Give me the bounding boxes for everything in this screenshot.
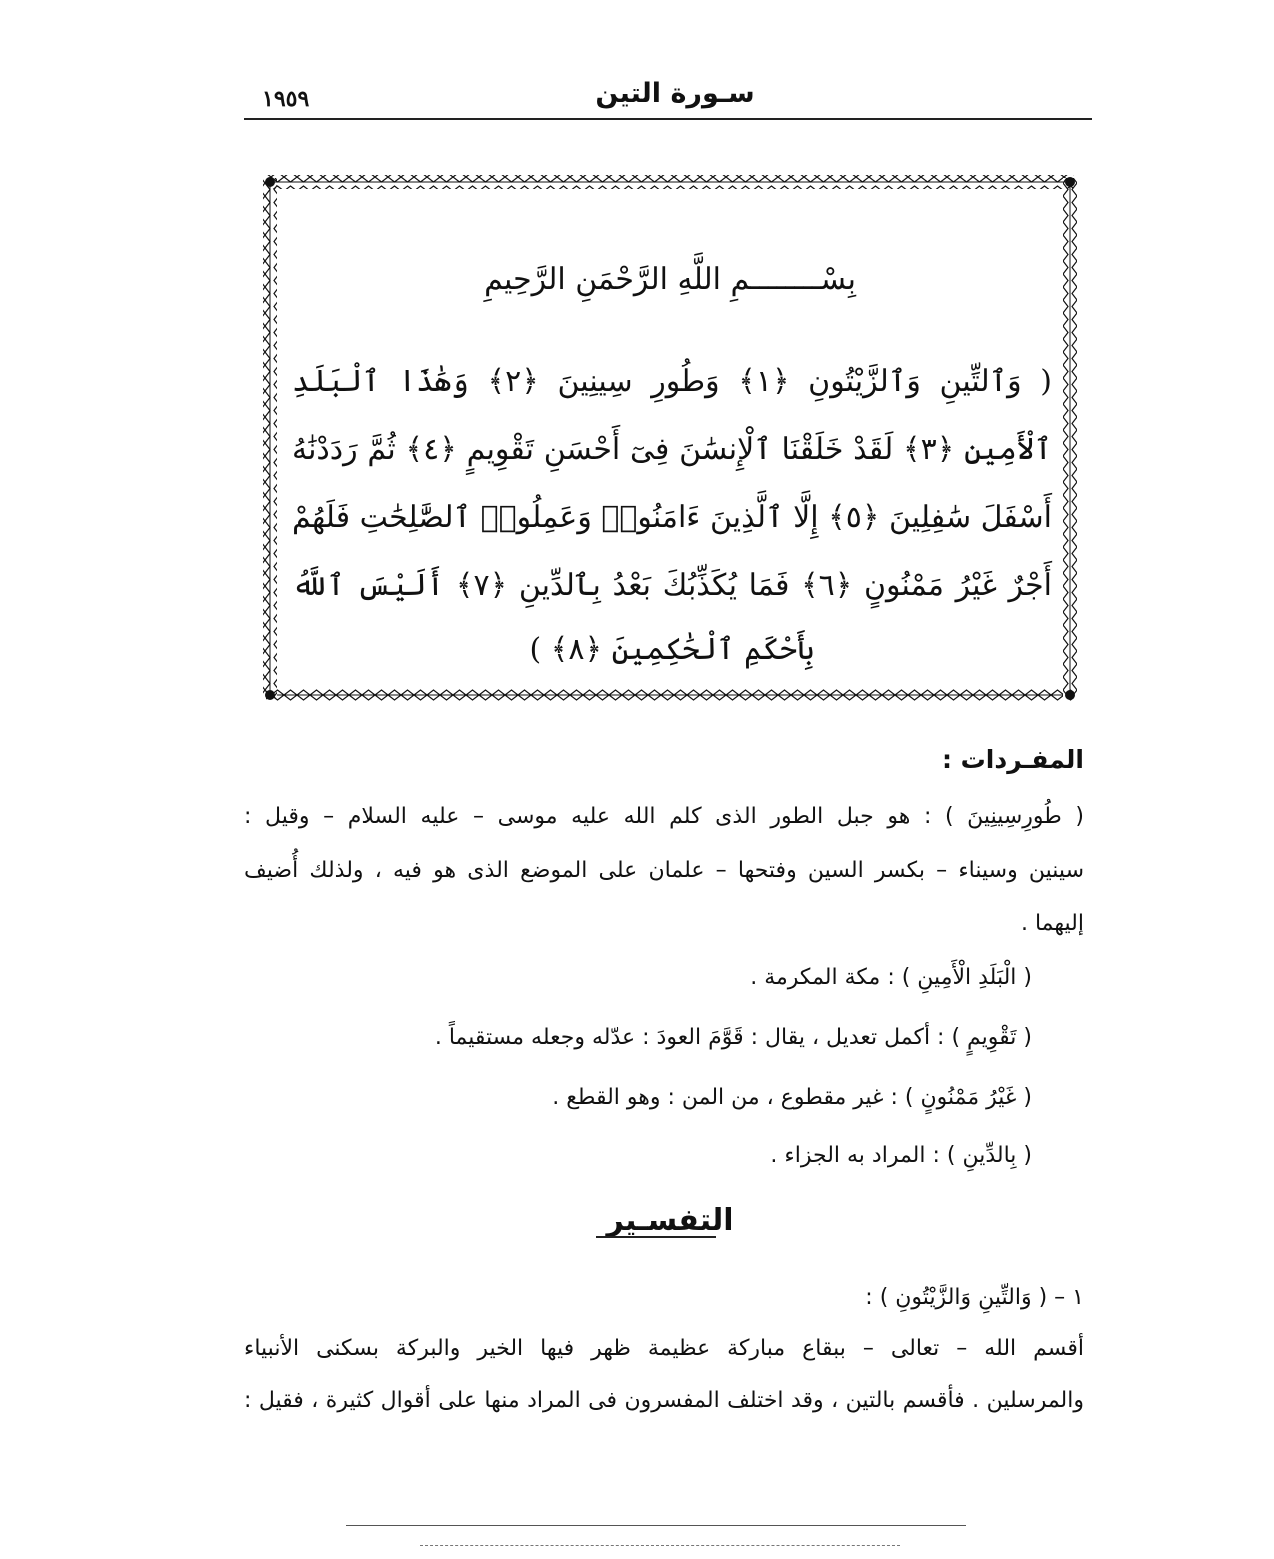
vocab-item-ghayr-mamnun: ( غَيْرُ مَمْنُونٍ ) : غير مقطوع ، من المن : وهو القطع . (552, 1085, 1032, 1110)
tafsir-line-1: أقسم الله – تعالى – ببقاع مباركة عظيمة ظهر فيها الخير والبركة بسكنى الأنبياء (244, 1336, 1084, 1361)
header-divider (244, 118, 1092, 120)
vocabulary-heading: المفـردات : (941, 745, 1084, 774)
frame-border-right (1063, 178, 1077, 698)
verse-line-4: أَجْرٌ غَيْرُ مَمْنُونٍ ﴿٦﴾ فَمَا يُكَذِّبُكَ بَعْدُ بِٱلدِّينِ ﴿٧﴾ أَلَيْسَ ٱللَّهُ (292, 568, 1052, 603)
vocab-tur-sinin-line-3: إليهما . (1020, 911, 1084, 936)
vocab-item-taqwim: ( تَقْوِيمٍ ) : أكمل تعديل ، يقال : قَوَّمَ العودَ : عدّله وجعله مستقيماً . (434, 1025, 1032, 1050)
verse-line-2: ٱلْأَمِينِ ﴿٣﴾ لَقَدْ خَلَقْنَا ٱلْإِنسَٰنَ فِىٓ أَحْسَنِ تَقْوِيمٍ ﴿٤﴾ ثُمَّ رَدَدْنَٰهُ (292, 432, 1052, 467)
vocab-item-bid-din: ( بِالدِّينِ ) : المراد به الجزاء . (770, 1143, 1032, 1168)
vocab-item-balad-amin: ( الْبَلَدِ الْأَمِينِ ) : مكة المكرمة . (750, 965, 1032, 990)
page-number: ١٩٥٩ (262, 86, 310, 112)
tafsir-item-1-label: ١ – ( وَالتِّينِ وَالزَّيْتُونِ ) : (865, 1285, 1084, 1310)
footer-divider (346, 1525, 966, 1526)
frame-border-top (266, 175, 1074, 189)
basmala: بِسْــــــــمِ اللَّهِ الرَّحْمَنِ الرَّحِيمِ (484, 262, 856, 297)
frame-border-left (263, 178, 277, 698)
tafsir-heading-underline (596, 1236, 716, 1238)
verse-line-5: بِأَحْكَمِ ٱلْحَٰكِمِينَ ﴿٨﴾ ) (529, 632, 815, 667)
vocab-tur-sinin-line-2: سينين وسيناء – بكسر السين وفتحها – علمان على الموضع الذى هو فيه ، ولذلك أُضيف (244, 858, 1084, 883)
footer-divider-dashed (420, 1545, 900, 1546)
tafsir-line-2: والمرسلين . فأقسم بالتين ، وقد اختلف المفسرون فى المراد منها على أقوال كثيرة ، فقيل : (244, 1388, 1084, 1413)
surah-title: سـورة التين (595, 78, 755, 109)
verse-line-3: أَسْفَلَ سَٰفِلِينَ ﴿٥﴾ إِلَّا ٱلَّذِينَ ءَامَنُوا۟ وَعَمِلُوا۟ ٱلصَّٰلِحَٰتِ فَلَهُمْ (292, 500, 1053, 535)
frame-border-bottom (266, 688, 1074, 702)
tafsir-heading: التفسـير (606, 1203, 734, 1238)
vocab-tur-sinin-line-1: ( طُورِسِينِينَ ) : هو جبل الطور الذى كلم الله عليه موسى – عليه السلام – وقيل : (244, 804, 1084, 829)
verse-line-1: ( وَٱلتِّينِ وَٱلزَّيْتُونِ ﴿١﴾ وَطُورِ سِينِينَ ﴿٢﴾ وَهَٰذَا ٱلْبَلَدِ (292, 364, 1053, 399)
